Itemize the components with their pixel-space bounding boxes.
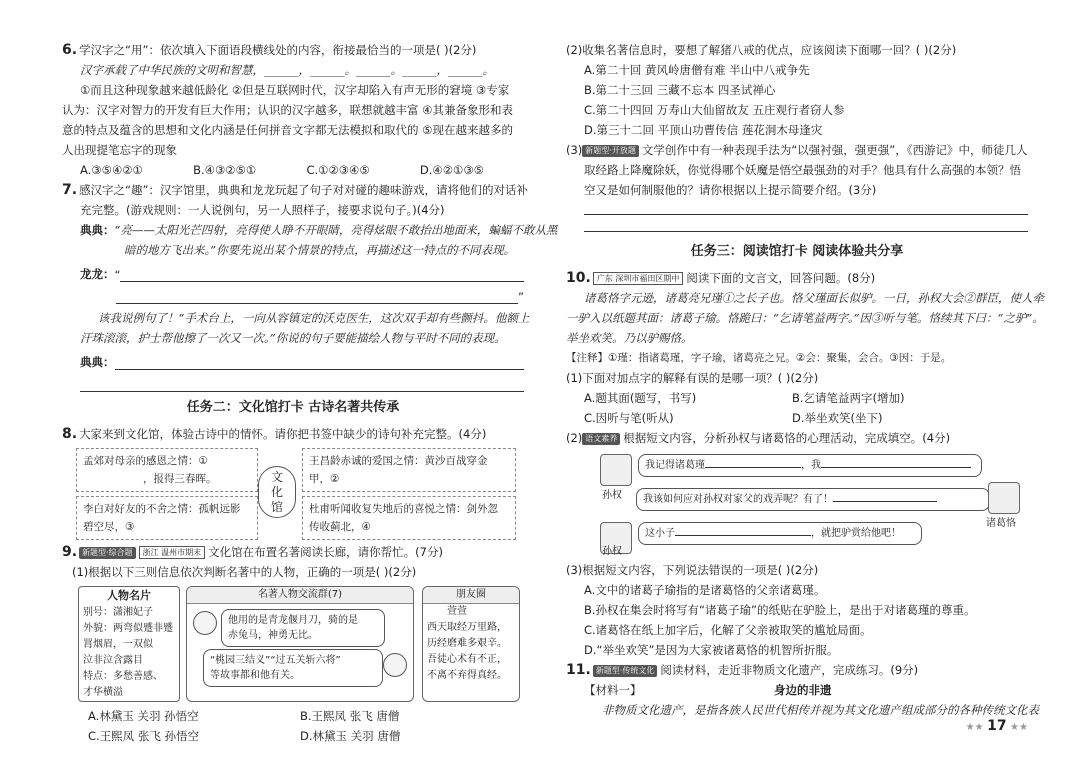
option[interactable]: C.王熙凤 张飞 孙悟空 [88,729,199,743]
q7-dialog-1b: 暗的地方飞出来。”你要先说出某个情景的特点，再描述这一特点的不同表现。 [124,243,516,257]
answer-line[interactable] [115,353,525,370]
q6-options [62,160,524,180]
speech-bubble: 我记得诸葛瑾 ，我 [638,454,982,477]
q8-stem: 8. 大家来到文化馆，体验古诗中的情怀。请你把书签中缺少的诗句补充完整。(4分) [62,426,487,442]
q9-sub3-c: 空又是如何制服他的？请你根据以上提示简要介绍。(3分) [584,183,877,197]
chat-bubble: 他用的是青龙偃月刀，骑的是 赤兔马，神勇无比。 [221,609,385,647]
q11-stem: 11. 新题型·传统文化 阅读材料，走近非物质文化遗产，完成练习。(9分) [566,662,919,678]
option[interactable]: D.第三十二回 平顶山功曹传信 莲花洞木母逢灾 [584,123,823,137]
q6-passage: 汉字承载了中华民族的文明和智慧，______，______。______。______，______。 [80,63,494,77]
bookmark-libai: 李白对好友的不舍之情：孤帆远影 碧空尽，③ [76,496,258,540]
option[interactable]: D.举坐欢笑(坐下) [792,411,883,425]
moments-user: 萱萱 [447,606,467,617]
material-one-text: 非物质文化遗产，是指各族人民世代相传并视为其文化遗产组成部分的各种传统文化表 [602,703,1039,717]
option[interactable]: A.③⑤④②① [80,163,143,177]
left-column [62,40,558,746]
q6-item: 认为：汉字对智力的开发有巨大作用；认识的汉字越多，联想就越丰富 ④其兼备象形和表 [62,103,513,117]
option[interactable]: A.第二十回 黄风岭唐僧有难 半山中八戒争先 [584,63,810,77]
bookmark-dufu: 杜甫听闻收复失地后的喜悦之情：剑外忽 传收蓟北，④ [302,496,516,540]
option[interactable]: D.林黛玉 关羽 唐僧 [300,729,401,743]
q9-info-cards [62,586,524,706]
q7-stem: 7. 感汉字之“趣”：汉字馆里，典典和龙龙玩起了句子对对碰的趣味游戏，请将他们的对话补 [62,182,528,198]
q9-sub3: (3) 新题型·开放题 文学创作中有一种表现手法为“以强衬强，强更强”，《西游记》中，师徒几人 [566,143,1028,157]
answer-line[interactable] [584,200,1028,215]
annotation: 【注释】①瑾：指诸葛瑾，字子瑜，诸葛亮之兄。②会：聚集，会合。③因：于是。 [566,352,952,364]
option[interactable]: B.乞请笔益两字(增加) [792,391,905,405]
task-two-heading: 任务二：文化馆打卡 古诗名著共传承 [186,400,400,415]
chat-bubble: “桃园三结义”“过五关斩六将” 等故事都和他有关。 [203,649,383,687]
option[interactable]: C.第二十四回 万寿山大仙留故友 五庄观行者窃人参 [584,103,845,117]
option[interactable]: C.诸葛恪在纸上加字后，化解了父亲被取笑的尴尬局面。 [584,623,872,637]
q6-item: ①而且这种现象越来越低龄化 ②但是互联网时代，汉字却陷入有声无形的窘境 ③专家 [80,83,510,97]
bookmark-mengjiao: 孟郊对母亲的感恩之情：① ，报得三春晖。 [76,448,258,492]
q9-sub1: (1)根据以下三则信息依次判断名著中的人物，正确的一项是( )(2分) [72,565,417,579]
option[interactable]: B.王熙凤 张飞 唐僧 [300,709,400,723]
q7-answer-line-2: ” [62,282,524,304]
q6-item: 人出现提笔忘字的现象 [62,143,177,157]
option[interactable]: D.“举坐欢笑”是因为大家被诸葛恪的机智所折服。 [584,643,839,657]
q10-sub2: (2) 语文素养 根据短文内容，分析孙权与诸葛恪的心理活动，完成填空。(4分) [566,431,951,445]
option[interactable]: C.因听与笔(听从) [584,411,674,425]
culture-hall-center: 文化馆 [258,466,296,518]
q10-stem: 10. 广东 深圳市福田区期中 阅读下面的文言文，回答问题。(8分) [566,270,876,286]
q10-sub1-options [566,388,1028,408]
right-column [566,40,1044,720]
speech-bubble: 这小子 ，就把驴赏给他吧！ [638,522,922,545]
q9-sub3-b: 取经路上降魔除妖，你觉得哪个妖魔是悟空最强劲的对手？他具有什么高强的本领？悟 [584,163,1021,177]
option[interactable]: C.①②③④⑤ [306,163,370,177]
answer-blank[interactable] [821,467,971,468]
q9-sub2: (2)收集名著信息时，要想了解猪八戒的优点，应该阅读下面哪一回？( )(2分) [566,43,957,57]
option[interactable]: A.文中的诸葛子瑜指的是诸葛恪的父亲诸葛瑾。 [584,583,826,597]
q10-sub1: (1)下面对加点字的解释有误的是哪一项？( )(2分) [566,371,819,385]
classical-text: 举坐欢笑。乃以驴赐恪。 [566,331,693,345]
dialogue-diagram: 孙权 我记得诸葛瑾 ，我 我该如何应对孙权对家父的戏弄呢？有了！ 诸葛恪 孙权 这小子 ，就把驴赏给他吧！ [566,452,1028,556]
q9-stem: 9. 新题型·综合题 浙江 温州市期末 文化馆在布置名著阅读长廊，请你帮忙。(7分) [62,544,443,560]
zhuge-ke-figure [988,482,1020,514]
task-three-heading: 任务三：阅读馆打卡 阅读体验共分享 [690,244,904,259]
person-card: 人物名片 别号：潇湘妃子 外貌：两弯似蹙非蹙 罥烟眉，一双似 泣非泣含露目 特点：多愁善感、 才华横溢 [78,586,180,702]
q7-dialog-3b: 汗珠滚滚，护士帮他擦了一次又一次。”你说的句子要能描绘人物与平时不同的表现。 [80,331,506,345]
bookmark-diagram [62,446,524,538]
q10-sub1-options [566,408,1028,428]
classical-text: 一驴入以纸题其面：诸葛子瑜。恪跪曰：“乞请笔益两字。”因③听与笔。恪续其下曰：“之驴”。 [566,311,1044,325]
q9-options-row1 [62,706,524,726]
chat-group-card: 名著人物交流群(7) 他用的是青龙偃月刀，骑的是 赤兔马，神勇无比。 “桃园三结义”“过五关斩六将” 等故事都和他有关。 [186,586,414,702]
q7-dialog-1: 典典：“亮——太阳光芒四射，亮得使人睁不开眼睛，亮得炫眼不敢抬出地面来，蝙蝠不敢从黑 [80,223,558,237]
option[interactable]: A.林黛玉 关羽 孙悟空 [88,709,199,723]
option[interactable]: B.孙权在集会时将写有“诸葛子瑜”的纸贴在驴脸上，是出于对诸葛瑾的尊重。 [584,603,976,617]
q7-stem-2: 充完整。(游戏规则：一人说例句，另一人照样子，接要求说句子。)(4分) [80,203,445,217]
q7-dialog-3: 该我说例句了！“手术台上，一向从容镇定的沃克医生，这次双手却有些颤抖。他额上 [98,311,530,325]
option[interactable]: B.第二十三回 三藏不忘本 四圣试禅心 [584,83,776,97]
moments-card: 朋友圈 萱萱 西天取经万里路， 历经磨难多艰辛。 吾徒心术有不正， 不离不弃得真经。 [422,586,520,702]
answer-line[interactable] [120,265,524,282]
answer-line[interactable] [584,215,1028,232]
material-one-header: 【材料一】 身边的非遗 [584,683,832,697]
sun-quan-figure [600,454,632,486]
answer-blank[interactable] [705,467,801,468]
q6-item: 意的特点及蕴含的思想和文化内涵是任何拼音文字都无法模拟和取代的 ⑤现在越来越多的 [62,123,513,137]
avatar [383,653,407,677]
option[interactable]: A.题其面(题写，书写) [584,391,697,405]
q9-options-row2 [62,726,524,746]
option[interactable]: B.④③②⑤① [193,163,257,177]
page-number: ★★ 17 ★★ [965,718,1028,734]
classical-text: 诸葛恪字元逊，诸葛亮兄瑾①之长子也。恪父瑾面长似驴。一日，孙权大会②群臣，使人牵 [584,291,1044,305]
speech-bubble: 我该如何应对孙权对家父的戏弄呢？有了！ [636,488,990,511]
bookmark-wangchangling: 王昌龄赤诚的爱国之情：黄沙百战穿金 甲，② [302,448,516,492]
q7-answer-line-1: 龙龙： “ [62,260,524,282]
answer-line[interactable] [80,375,524,392]
answer-blank[interactable] [675,535,811,536]
answer-line[interactable] [116,287,518,304]
q6-stem: 6. 学汉字之“用”：依次填入下面语段横线处的内容，衔接最恰当的一项是( )(2分) [62,42,477,58]
option[interactable]: D.④②①③⑤ [419,163,484,177]
q7-answer-line-3: 典典： [62,348,524,370]
q10-sub3: (3)根据短文内容，下列说法错误的一项是( )(2分) [566,563,819,577]
avatar [193,611,217,635]
answer-blank[interactable] [833,501,937,502]
